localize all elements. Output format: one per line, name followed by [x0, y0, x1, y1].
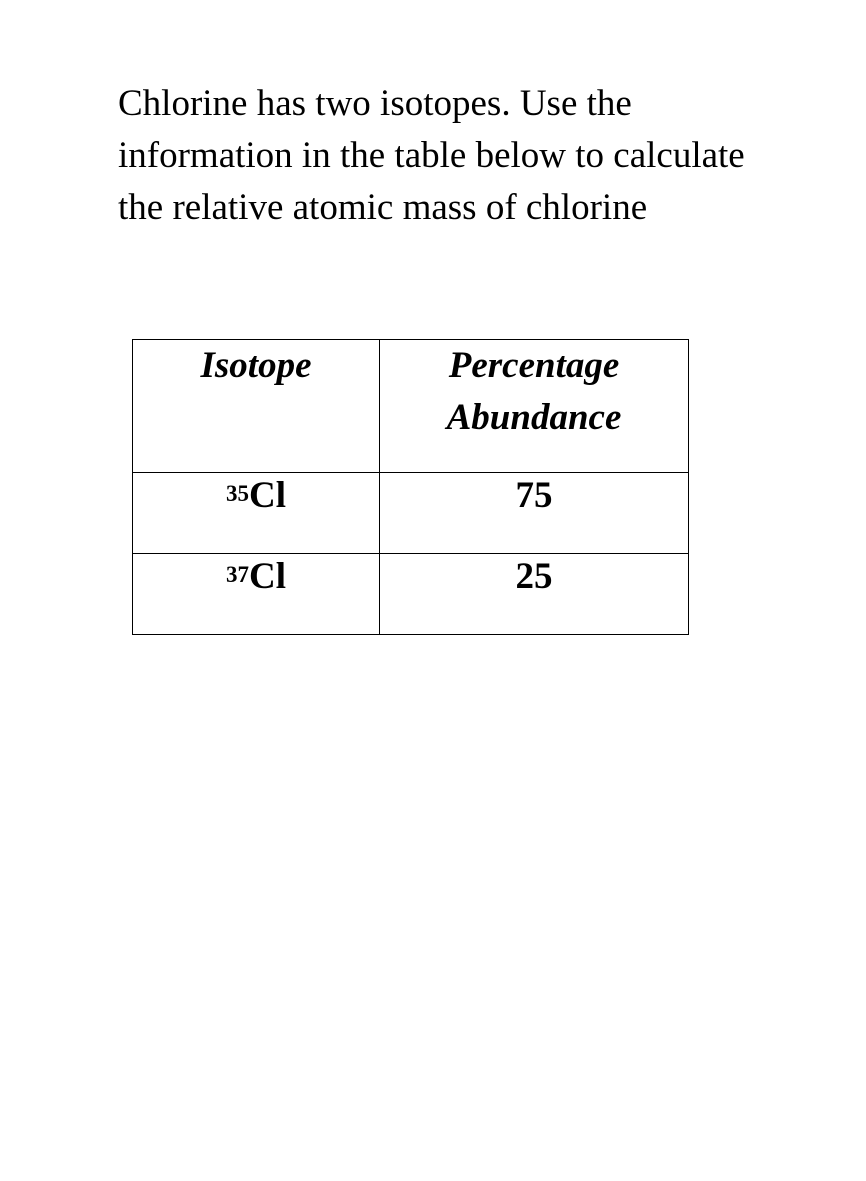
isotope-cell — [133, 473, 380, 554]
header-abundance-line-1: Percentage — [448, 345, 620, 386]
header-isotope-label: Isotope — [200, 345, 312, 386]
table-row — [133, 554, 689, 635]
mass-number: 37 — [226, 562, 249, 587]
abundance-cell — [380, 473, 689, 554]
isotope-cell — [133, 554, 380, 635]
abundance-value: 25 — [515, 556, 553, 597]
question-line-2: information in the table below to calculate — [118, 135, 745, 176]
mass-number: 35 — [226, 481, 249, 506]
table-row — [133, 473, 689, 554]
question-line-3: the relative atomic mass of chlorine — [118, 187, 648, 228]
element-symbol: Cl — [249, 475, 286, 516]
header-percentage-abundance — [380, 340, 689, 473]
header-abundance-line-2: Abundance — [446, 397, 622, 438]
abundance-cell — [380, 554, 689, 635]
question-text — [118, 78, 818, 234]
isotope-table — [132, 339, 689, 635]
table-header-row — [133, 340, 689, 473]
abundance-value: 75 — [515, 475, 553, 516]
header-isotope — [133, 340, 380, 473]
element-symbol: Cl — [249, 556, 286, 597]
question-line-1: Chlorine has two isotopes. Use the — [118, 83, 632, 124]
